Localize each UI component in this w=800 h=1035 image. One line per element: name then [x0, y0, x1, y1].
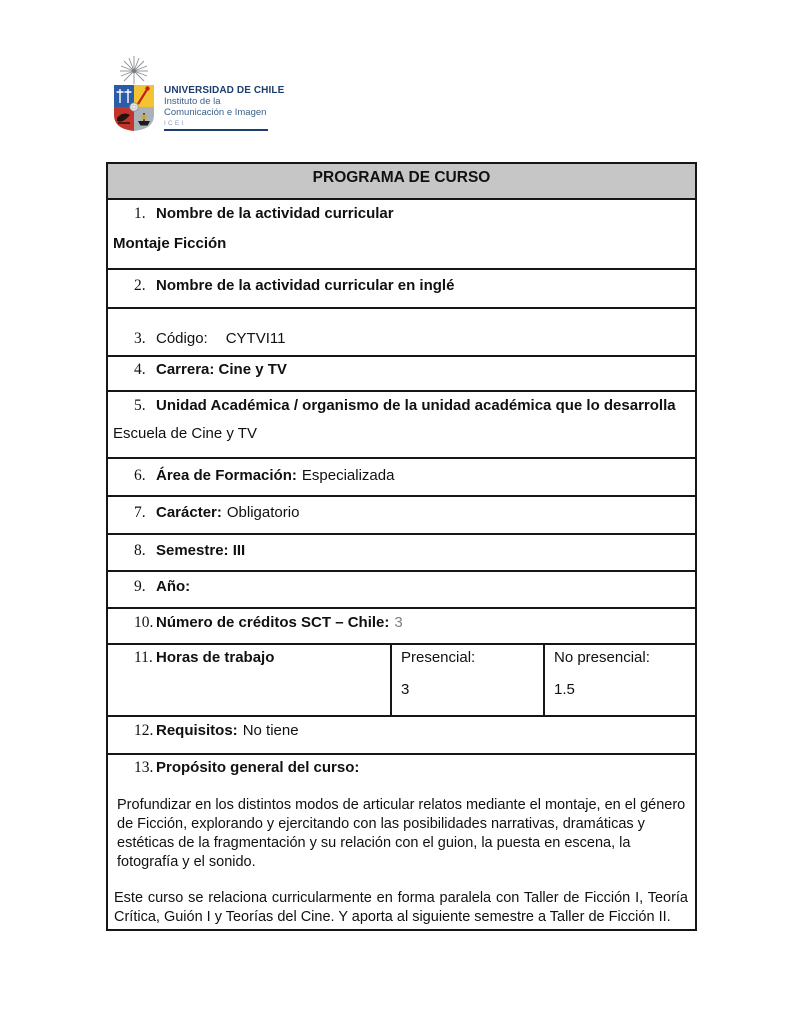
row-10-number: 10.: [134, 614, 154, 631]
row-3-value: CYTVI11: [225, 330, 286, 347]
row-2-nombre-ingles: [108, 270, 695, 309]
row-6-value: Especializada: [301, 467, 395, 484]
logo-underline-rule: [164, 129, 268, 131]
row-11-number: 11.: [134, 649, 153, 666]
row-1-label: Nombre de la actividad curricular: [156, 205, 394, 222]
row-5-value: Escuela de Cine y TV: [113, 425, 257, 442]
row-12-requisitos: [108, 717, 695, 755]
row-6-area-formacion: [108, 459, 695, 497]
row-1-nombre-actividad: [108, 200, 695, 270]
row-12-label: Requisitos:: [156, 722, 238, 739]
row-3-codigo: [108, 309, 695, 357]
row-7-label: Carácter:: [156, 504, 222, 521]
no-presencial-label: No presencial:: [554, 649, 650, 666]
row-3-label: Código:: [156, 330, 208, 347]
row-10-label: Número de créditos SCT – Chile:: [156, 614, 390, 631]
table-title: PROGRAMA DE CURSO: [108, 164, 695, 200]
row-10-value: 3: [394, 614, 403, 631]
logo-text-block: [164, 85, 284, 131]
row-11-no-presencial-cell: [545, 645, 695, 715]
row-5-number: 5.: [134, 397, 146, 414]
row-13-number: 13.: [134, 759, 154, 776]
row-4-number: 4.: [134, 361, 146, 378]
logo-university-name: UNIVERSIDAD DE CHILE: [164, 85, 285, 96]
presencial-value: 3: [401, 681, 410, 698]
row-7-number: 7.: [134, 504, 146, 521]
row-3-number: 3.: [134, 330, 146, 347]
university-logo: [112, 55, 284, 133]
row-11-label: Horas de trabajo: [156, 649, 275, 666]
row-7-caracter: [108, 497, 695, 535]
no-presencial-value: 1.5: [554, 681, 575, 698]
presencial-label: Presencial:: [401, 649, 476, 666]
row-9-label: Año:: [156, 578, 191, 595]
proposito-paragraph-2: Este curso se relaciona curricularmente en forma paralela con Taller de Ficción I, Teoría Crítica, Guión I y Teorías del Cine. Y aporta al siguiente semestre a Taller de Ficción II.: [114, 890, 688, 925]
row-11-horas-trabajo: [108, 645, 695, 717]
row-6-number: 6.: [134, 467, 146, 484]
row-12-number: 12.: [134, 722, 154, 739]
university-crest-icon: [112, 55, 156, 133]
row-5-label: Unidad Académica / organismo de la unidad académica que lo desarrolla: [156, 397, 676, 414]
course-program-table: [106, 162, 697, 931]
row-2-label: Nombre de la actividad curricular en inglé: [156, 277, 455, 294]
row-11-label-cell: [108, 645, 392, 715]
logo-institute-line1: Instituto de la: [164, 96, 221, 107]
row-4-label: Carrera: Cine y TV: [156, 361, 287, 378]
row-8-number: 8.: [134, 542, 146, 559]
row-5-unidad-academica: [108, 392, 695, 459]
row-13-label: Propósito general del curso:: [156, 759, 360, 776]
row-10-creditos-sct: [108, 609, 695, 645]
row-4-carrera: [108, 357, 695, 392]
row-6-label: Área de Formación:: [156, 467, 297, 484]
row-13-proposito-general: [108, 755, 695, 929]
row-12-value: No tiene: [242, 722, 299, 739]
row-2-number: 2.: [134, 277, 146, 294]
row-9-number: 9.: [134, 578, 146, 595]
row-8-semestre: [108, 535, 695, 572]
row-1-number: 1.: [134, 205, 146, 222]
logo-institute-line2: Comunicación e Imagen: [164, 107, 267, 118]
logo-acronym: ICEI: [164, 120, 186, 127]
proposito-paragraph-1: Profundizar en los distintos modos de articular relatos mediante el montaje, en el género de Ficción, explorando y ejercitando con las posibilidades narrativas, dramáticas y estéticas de la fragmentación y su relación con el guion, la puesta en escena, la fotografía y el sonido.: [117, 797, 686, 870]
row-1-value: Montaje Ficción: [113, 235, 227, 252]
row-7-value: Obligatorio: [226, 504, 300, 521]
row-9-ano: [108, 572, 695, 609]
row-8-label: Semestre: III: [156, 542, 246, 559]
row-11-presencial-cell: [392, 645, 545, 715]
